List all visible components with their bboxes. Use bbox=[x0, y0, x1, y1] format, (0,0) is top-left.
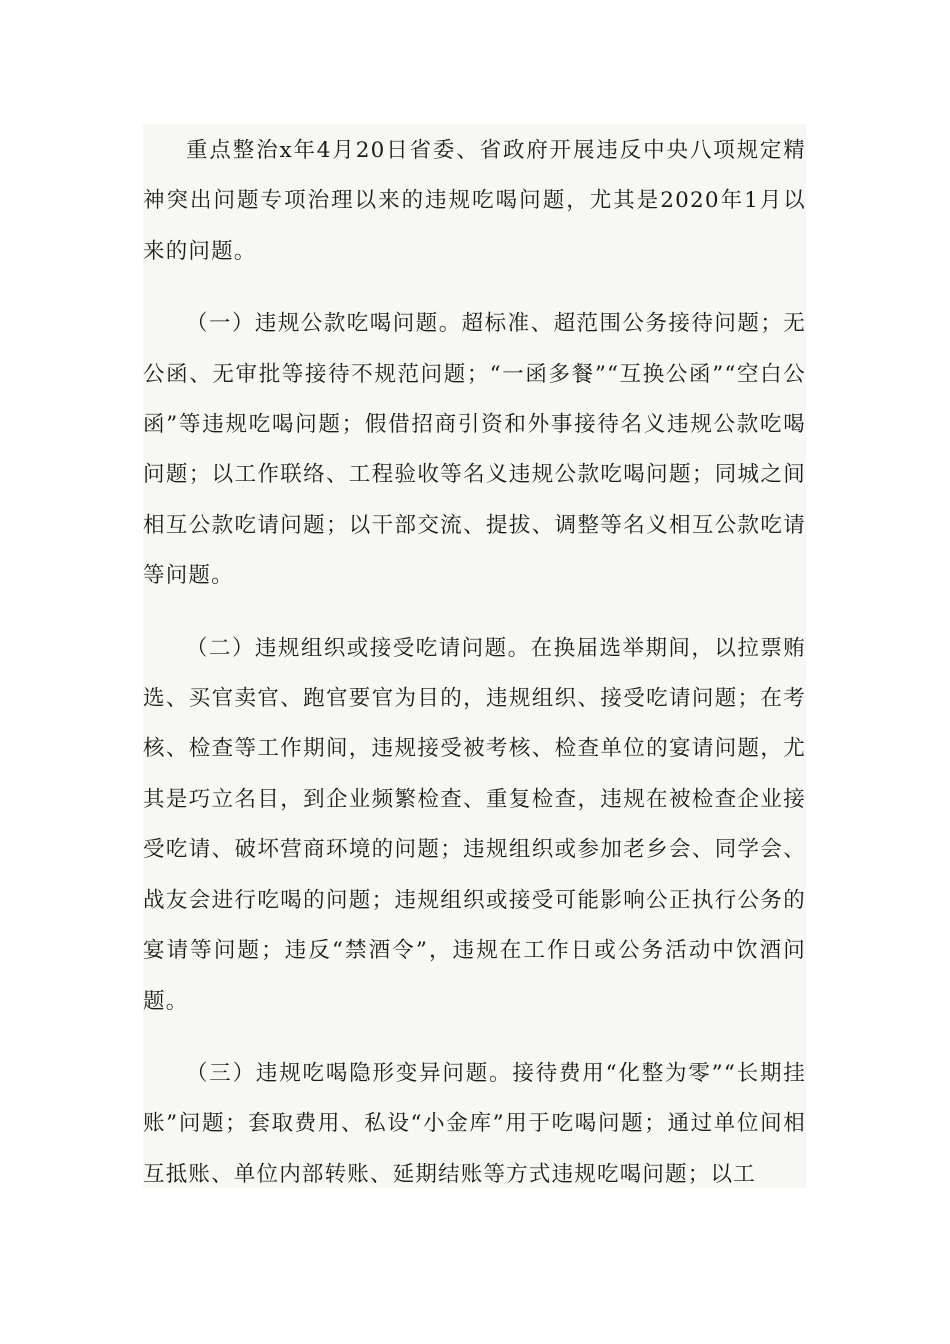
document-body bbox=[143, 124, 806, 1188]
paragraph-section-2: （二）违规组织或接受吃请问题。在换届选举期间，以拉票贿选、买官卖官、跑官要官为目的，违规组织、接受吃请问题；在考核、检查等工作期间，违规接受被考核、检查单位的宴请问题，尤其是巧立名目，到企业频繁检查、重复检查，违规在被检查企业接受吃请、破坏营商环境的问题；违规组织或参加老乡会、同学会、战友会进行吃喝的问题；违规组织或接受可能影响公正执行公务的宴请等问题；违反“禁酒令”，违规在工作日或公务活动中饮酒问题。 bbox=[143, 635, 806, 1014]
paragraph-section-3: （三）违规吃喝隐形变异问题。接待费用“化整为零”“长期挂账”问题；套取费用、私设“小金库”用于吃喝问题；通过单位间相互抵账、单位内部转账、延期结账等方式违规吃喝问题；以工 bbox=[143, 1060, 806, 1187]
paragraph-intro: 重点整治x年4月20日省委、省政府开展违反中央八项规定精神突出问题专项治理以来的违规吃喝问题，尤其是2020年1月以来的问题。 bbox=[143, 138, 806, 264]
paragraph-section-1: （一）违规公款吃喝问题。超标准、超范围公务接待问题；无公函、无审批等接待不规范问题；“一函多餐”“互换公函”“空白公函”等违规吃喝问题；假借招商引资和外事接待名义违规公款吃喝问题；以工作联络、工程验收等名义违规公款吃喝问题；同城之间相互公款吃请问题；以干部交流、提拔、调整等名义相互公款吃请等问题。 bbox=[143, 311, 806, 589]
